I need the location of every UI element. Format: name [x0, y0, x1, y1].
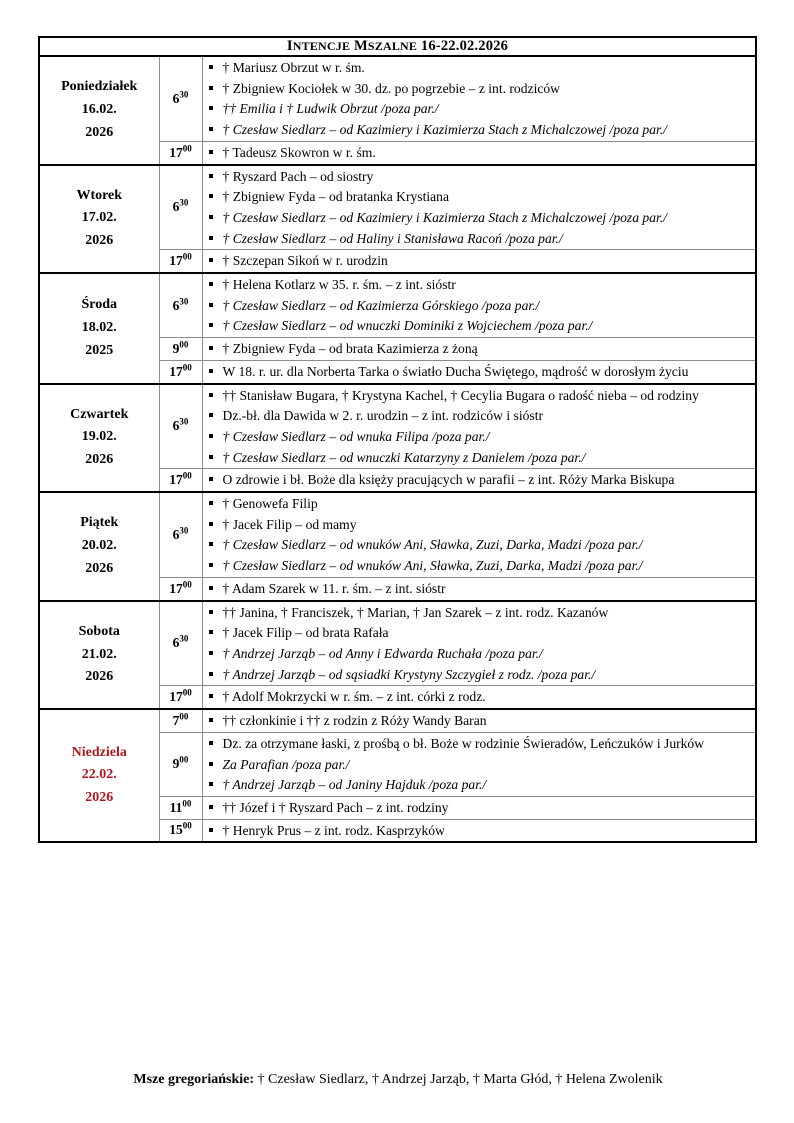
intention-item: † Czesław Siedlarz – od Kazimiery i Kazimierza Stach z Michalczowej /poza par./	[203, 120, 756, 140]
footer-note	[40, 1072, 756, 1088]
day-date: 20.02.	[81, 537, 117, 553]
day-cell-poniedziałek	[39, 56, 159, 165]
intentions-list	[203, 711, 756, 731]
day-year: 2026	[85, 124, 114, 140]
day-name: Poniedziałek	[61, 79, 138, 95]
table-body	[39, 37, 756, 842]
mass-time	[159, 492, 202, 577]
intentions-cell	[202, 338, 756, 361]
title-word1: NTENCJE	[292, 39, 351, 53]
mass-time	[159, 819, 202, 842]
mass-hour: 6	[172, 199, 180, 215]
day-cell-niedziela	[39, 709, 159, 842]
day-cell-czwartek	[39, 384, 159, 493]
intentions-list	[203, 798, 756, 818]
intention-item: † Czesław Siedlarz – od Kazimierza Górskiego /poza par./	[203, 296, 756, 316]
intention-item: Za Parafian /poza par./	[203, 755, 756, 775]
day-cell-sobota	[39, 601, 159, 710]
intentions-list	[203, 167, 756, 249]
intention-item: † Zbigniew Fyda – od bratanka Krystiana	[203, 187, 756, 207]
intentions-list	[203, 339, 756, 359]
intention-item: †† Janina, † Franciszek, † Marian, † Jan Szarek – z int. rodz. Kazanów	[203, 603, 756, 623]
intention-item: † Helena Kotlarz w 35. r. śm. – z int. sióstr	[203, 275, 756, 295]
mass-row	[39, 492, 756, 577]
intentions-cell	[202, 56, 756, 141]
title-dates: 16-22.02.2026	[417, 38, 509, 54]
title-lead: I	[286, 38, 293, 54]
intentions-cell	[202, 384, 756, 469]
mass-time	[159, 469, 202, 492]
intentions-list	[203, 687, 756, 707]
day-date: 18.02.	[81, 319, 117, 335]
mass-minutes: 30	[179, 89, 189, 100]
mass-time	[159, 384, 202, 469]
day-name: Czwartek	[70, 406, 129, 422]
intention-item: † Czesław Siedlarz – od Haliny i Stanisława Racoń /poza par./	[203, 229, 756, 249]
day-cell-środa	[39, 273, 159, 384]
mass-time	[159, 709, 202, 732]
intention-item: † Czesław Siedlarz – od wnuka Filipa /poza par./	[203, 427, 756, 447]
day-year: 2026	[85, 669, 114, 685]
intention-item: † Ryszard Pach – od siostry	[203, 167, 756, 187]
intentions-list	[203, 251, 756, 271]
intentions-cell	[202, 273, 756, 338]
intentions-list	[203, 58, 756, 140]
intention-item: † Andrzej Jarząb – od Janiny Hajduk /poza par./	[203, 775, 756, 795]
mass-minutes: 00	[182, 798, 192, 809]
day-cell-piątek	[39, 492, 159, 601]
intention-item: † Adolf Mokrzycki w r. śm. – z int. córki z rodz.	[203, 687, 756, 707]
mass-row	[39, 601, 756, 686]
intention-item: †† Stanisław Bugara, † Krystyna Kachel, † Cecylia Bugara o radość nieba – od rodziny	[203, 386, 756, 406]
mass-time	[159, 56, 202, 141]
day-date: 19.02.	[81, 429, 117, 445]
mass-hour: 6	[172, 635, 180, 651]
mass-hour: 7	[172, 712, 180, 728]
mass-time	[159, 796, 202, 819]
mass-minutes: 00	[179, 754, 189, 765]
intention-item: † Zbigniew Kociołek w 30. dz. po pogrzebie – z int. rodziców	[203, 79, 756, 99]
day-name: Sobota	[78, 623, 120, 639]
mass-hour: 9	[172, 756, 180, 772]
intentions-cell	[202, 686, 756, 709]
mass-hour: 6	[172, 418, 180, 434]
title-row	[39, 37, 756, 56]
mass-minutes: 00	[179, 711, 189, 722]
intentions-cell	[202, 165, 756, 250]
mass-hour: 6	[172, 90, 180, 106]
mass-hour: 17	[169, 472, 183, 488]
intentions-list	[203, 603, 756, 685]
intentions-list	[203, 494, 756, 576]
intention-item: O zdrowie i bł. Boże dla księży pracujących w parafii – z int. Róży Marka Biskupa	[203, 470, 756, 490]
mass-minutes: 00	[182, 579, 192, 590]
intentions-cell	[202, 469, 756, 492]
intention-item: † Jacek Filip – od mamy	[203, 515, 756, 535]
day-year: 2026	[85, 560, 114, 576]
intentions-list	[203, 143, 756, 163]
mass-minutes: 30	[179, 525, 189, 536]
intentions-cell	[202, 492, 756, 577]
day-date: 16.02.	[81, 101, 117, 117]
intention-item: †† Józef i † Ryszard Pach – z int. rodziny	[203, 798, 756, 818]
mass-minutes: 00	[182, 470, 192, 481]
intention-item: † Czesław Siedlarz – od wnuczki Dominiki z Wojciechem /poza par./	[203, 316, 756, 336]
mass-hour: 15	[169, 822, 183, 838]
intention-item: †† członkinie i †† z rodzin z Róży Wandy Baran	[203, 711, 756, 731]
mass-minutes: 30	[179, 633, 189, 644]
intentions-cell	[202, 796, 756, 819]
intention-item: † Jacek Filip – od brata Rafała	[203, 623, 756, 643]
day-year: 2026	[85, 233, 114, 249]
intentions-list	[203, 386, 756, 468]
mass-hour: 9	[172, 340, 180, 356]
intention-item: † Andrzej Jarząb – od sąsiadki Krystyny Szczygieł z rodz. /poza par./	[203, 665, 756, 685]
mass-row	[39, 165, 756, 250]
mass-time	[159, 732, 202, 796]
mass-minutes: 00	[182, 820, 192, 831]
page-title	[39, 37, 756, 56]
intention-item: † Czesław Siedlarz – od wnuków Ani, Sławka, Zuzi, Darka, Madzi /poza par./	[203, 535, 756, 555]
intentions-list	[203, 579, 756, 599]
mass-hour: 17	[169, 363, 183, 379]
mass-time	[159, 577, 202, 600]
day-year: 2025	[85, 342, 114, 358]
mass-hour: 17	[169, 144, 183, 160]
mass-intentions-table	[38, 36, 757, 843]
mass-row	[39, 56, 756, 141]
day-date: 22.02.	[81, 767, 117, 783]
mass-hour: 6	[172, 297, 180, 313]
mass-minutes: 30	[179, 197, 189, 208]
intention-item: † Tadeusz Skowron w r. śm.	[203, 143, 756, 163]
intentions-list	[203, 734, 756, 795]
intention-item: W 18. r. ur. dla Norberta Tarka o światło Ducha Świętego, mądrość w dorosłym życiu	[203, 362, 756, 382]
intention-item: Dz.-bł. dla Dawida w 2. r. urodzin – z int. rodziców i sióstr	[203, 406, 756, 426]
day-year: 2026	[85, 790, 114, 806]
intentions-list	[203, 362, 756, 382]
mass-row	[39, 384, 756, 469]
day-date: 17.02.	[81, 210, 117, 226]
intention-item: Dz. za otrzymane łaski, z prośbą o bł. Boże w rodzinie Świeradów, Leńczuków i Jurków	[203, 734, 756, 754]
footer-names: † Czesław Siedlarz, † Andrzej Jarząb, † Marta Głód, † Helena Zwolenik	[254, 1072, 663, 1087]
mass-minutes: 00	[179, 339, 189, 350]
mass-minutes: 30	[179, 296, 189, 307]
mass-minutes: 00	[182, 362, 192, 373]
intention-item: † Henryk Prus – z int. rodz. Kasprzyków	[203, 821, 756, 841]
intentions-cell	[202, 141, 756, 164]
intention-item: † Mariusz Obrzut w r. śm.	[203, 58, 756, 78]
intentions-cell	[202, 601, 756, 686]
intention-item: † Czesław Siedlarz – od wnuczki Katarzyny z Danielem /poza par./	[203, 448, 756, 468]
day-year: 2026	[85, 452, 114, 468]
intention-item: † Andrzej Jarząb – od Anny i Edwarda Ruchała /poza par./	[203, 644, 756, 664]
mass-hour: 6	[172, 526, 180, 542]
mass-time	[159, 273, 202, 338]
mass-time	[159, 165, 202, 250]
intentions-cell	[202, 819, 756, 842]
intentions-list	[203, 821, 756, 841]
day-name: Środa	[81, 297, 118, 313]
mass-time	[159, 141, 202, 164]
mass-row	[39, 709, 756, 732]
day-name: Wtorek	[76, 187, 123, 203]
mass-time	[159, 360, 202, 383]
intention-item: †† Emilia i † Ludwik Obrzut /poza par./	[203, 99, 756, 119]
intentions-list	[203, 470, 756, 490]
day-name: Niedziela	[71, 744, 127, 760]
title-word2-lead: M	[350, 38, 368, 54]
footer-label: Msze gregoriańskie:	[133, 1072, 255, 1087]
mass-hour: 17	[169, 253, 183, 269]
intentions-cell	[202, 709, 756, 732]
intentions-list	[203, 275, 756, 336]
mass-minutes: 30	[179, 416, 189, 427]
mass-time	[159, 686, 202, 709]
intentions-cell	[202, 250, 756, 273]
mass-time	[159, 338, 202, 361]
intentions-cell	[202, 360, 756, 383]
mass-time	[159, 250, 202, 273]
intention-item: † Genowefa Filip	[203, 494, 756, 514]
intentions-cell	[202, 577, 756, 600]
mass-minutes: 00	[182, 143, 192, 154]
intention-item: † Adam Szarek w 11. r. śm. – z int. sióstr	[203, 579, 756, 599]
mass-time	[159, 601, 202, 686]
intention-item: † Czesław Siedlarz – od wnuków Ani, Sławka, Zuzi, Darka, Madzi /poza par./	[203, 556, 756, 576]
intention-item: † Szczepan Sikoń w r. urodzin	[203, 251, 756, 271]
title-word2: SZALNE	[367, 39, 418, 53]
mass-hour: 11	[169, 799, 183, 815]
day-name: Piątek	[80, 515, 119, 531]
mass-row	[39, 273, 756, 338]
intention-item: † Zbigniew Fyda – od brata Kazimierza z żoną	[203, 339, 756, 359]
mass-hour: 17	[169, 580, 183, 596]
mass-minutes: 00	[182, 251, 192, 262]
mass-hour: 17	[169, 689, 183, 705]
day-cell-wtorek	[39, 165, 159, 274]
mass-minutes: 00	[182, 687, 192, 698]
day-date: 21.02.	[81, 646, 117, 662]
intentions-cell	[202, 732, 756, 796]
intention-item: † Czesław Siedlarz – od Kazimiery i Kazimierza Stach z Michalczowej /poza par./	[203, 208, 756, 228]
